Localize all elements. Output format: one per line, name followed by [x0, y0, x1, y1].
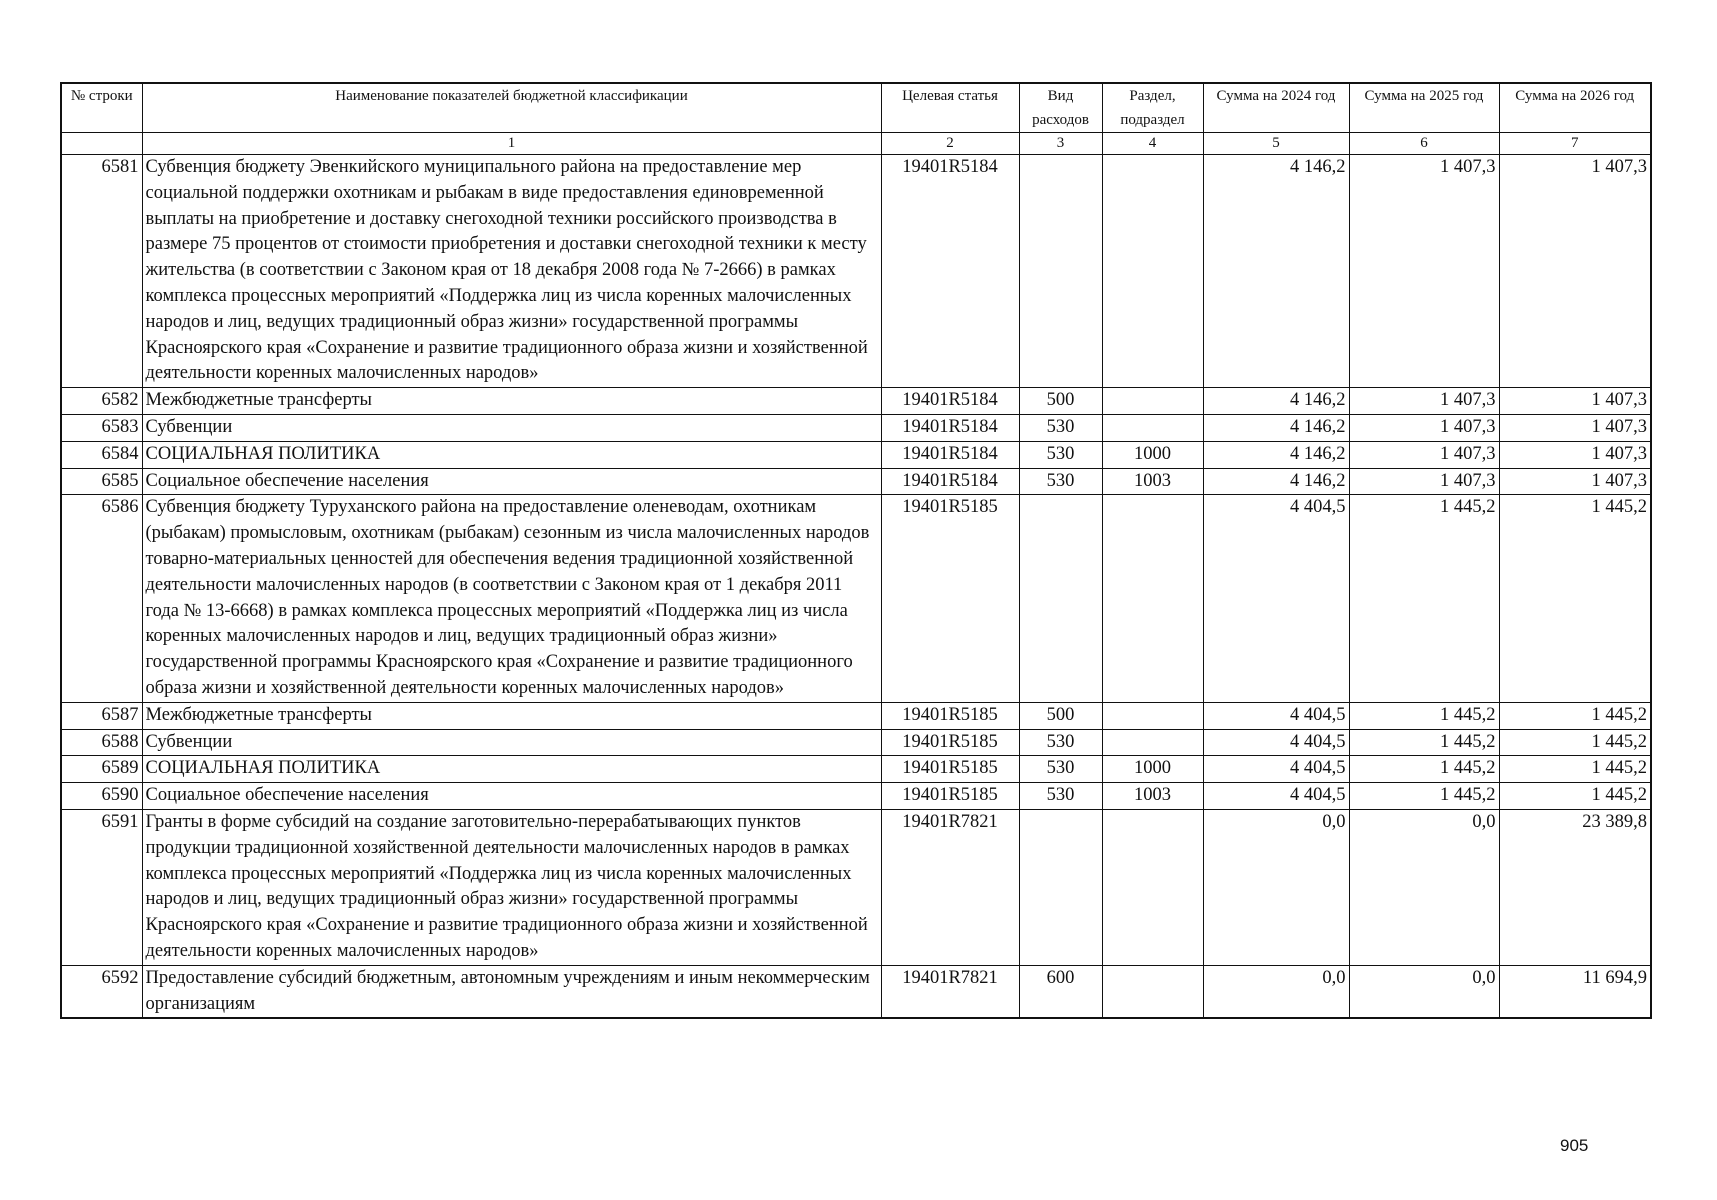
row-number: 6592	[61, 965, 142, 1018]
table-row	[61, 441, 1651, 468]
row-name: Гранты в форме субсидий на создание заготовительно-перерабатывающих пунктов продукции традиционной хозяйственной деятельности малочисленных народов в рамках комплекса процессных мероприятий «Поддержка лиц из числа коренных малочисленных народов и лиц, ведущих традиционный образ жизни» государственной программы Красноярского края «Сохранение и развитие традиционного образа жизни и хозяйственной деятельности коренных малочисленных народов»	[142, 809, 881, 965]
row-section: 1003	[1102, 468, 1203, 495]
row-expense-type	[1019, 809, 1102, 965]
row-number: 6590	[61, 783, 142, 810]
row-sum-2025: 1 407,3	[1349, 388, 1499, 415]
column-number: 1	[142, 133, 881, 155]
row-sum-2026: 1 407,3	[1499, 441, 1651, 468]
row-target: 19401R7821	[881, 965, 1019, 1018]
row-name: СОЦИАЛЬНАЯ ПОЛИТИКА	[142, 756, 881, 783]
header-row-no: № строки	[61, 83, 142, 133]
row-name: Социальное обеспечение населения	[142, 468, 881, 495]
row-section	[1102, 965, 1203, 1018]
row-sum-2025: 1 407,3	[1349, 414, 1499, 441]
row-sum-2025: 1 445,2	[1349, 729, 1499, 756]
row-sum-2026: 1 407,3	[1499, 468, 1651, 495]
header-sum-2024: Сумма на 2024 год	[1203, 83, 1349, 133]
row-sum-2026: 23 389,8	[1499, 809, 1651, 965]
row-name: Субвенция бюджету Туруханского района на предоставление оленеводам, охотникам (рыбакам) промысловым, охотникам (рыбакам) сезонным из числа малочисленных народов товарно-материальных ценностей для обеспечения ведения традиционной хозяйственной деятельности малочисленных народов (в соответствии с Законом края от 1 декабря 2011 года № 13-6668) в рамках комплекса процессных мероприятий «Поддержка лиц из числа коренных малочисленных народов и лиц, ведущих традиционный образ жизни» государственной программы Красноярского края «Сохранение и развитие традиционного образа жизни и хозяйственной деятельности коренных малочисленных народов»	[142, 495, 881, 702]
row-sum-2024: 4 146,2	[1203, 414, 1349, 441]
table-row	[61, 809, 1651, 965]
row-section: 1000	[1102, 756, 1203, 783]
table-row	[61, 414, 1651, 441]
row-section	[1102, 414, 1203, 441]
row-sum-2025: 1 445,2	[1349, 783, 1499, 810]
row-sum-2025: 1 445,2	[1349, 756, 1499, 783]
column-number: 6	[1349, 133, 1499, 155]
row-sum-2026: 11 694,9	[1499, 965, 1651, 1018]
column-number: 7	[1499, 133, 1651, 155]
row-expense-type: 600	[1019, 965, 1102, 1018]
row-number: 6582	[61, 388, 142, 415]
budget-table	[60, 82, 1652, 1019]
row-expense-type: 530	[1019, 414, 1102, 441]
row-sum-2026: 1 445,2	[1499, 756, 1651, 783]
row-section: 1000	[1102, 441, 1203, 468]
row-section	[1102, 388, 1203, 415]
row-sum-2026: 1 407,3	[1499, 155, 1651, 388]
row-sum-2025: 1 445,2	[1349, 702, 1499, 729]
header-name: Наименование показателей бюджетной классификации	[142, 83, 881, 133]
header-target: Целевая статья	[881, 83, 1019, 133]
row-sum-2025: 1 407,3	[1349, 468, 1499, 495]
row-target: 19401R5185	[881, 729, 1019, 756]
row-expense-type: 530	[1019, 468, 1102, 495]
row-target: 19401R7821	[881, 809, 1019, 965]
row-expense-type: 530	[1019, 783, 1102, 810]
row-target: 19401R5185	[881, 495, 1019, 702]
row-sum-2026: 1 445,2	[1499, 729, 1651, 756]
row-section: 1003	[1102, 783, 1203, 810]
row-expense-type	[1019, 495, 1102, 702]
row-target: 19401R5184	[881, 414, 1019, 441]
row-sum-2024: 4 146,2	[1203, 468, 1349, 495]
row-target: 19401R5184	[881, 468, 1019, 495]
table-row	[61, 155, 1651, 388]
row-sum-2025: 1 445,2	[1349, 495, 1499, 702]
row-expense-type: 530	[1019, 441, 1102, 468]
row-section	[1102, 702, 1203, 729]
row-sum-2025: 0,0	[1349, 809, 1499, 965]
row-number: 6583	[61, 414, 142, 441]
column-number	[61, 133, 142, 155]
row-number: 6581	[61, 155, 142, 388]
budget-table-sheet	[60, 82, 1650, 1019]
table-row	[61, 495, 1651, 702]
header-section: Раздел, подраздел	[1102, 83, 1203, 133]
row-name: Межбюджетные трансферты	[142, 702, 881, 729]
row-number: 6584	[61, 441, 142, 468]
row-name: Социальное обеспечение населения	[142, 783, 881, 810]
row-target: 19401R5184	[881, 155, 1019, 388]
column-number: 5	[1203, 133, 1349, 155]
row-number: 6587	[61, 702, 142, 729]
row-sum-2025: 1 407,3	[1349, 155, 1499, 388]
row-name: Субвенции	[142, 729, 881, 756]
table-row	[61, 468, 1651, 495]
row-sum-2024: 0,0	[1203, 965, 1349, 1018]
row-name: СОЦИАЛЬНАЯ ПОЛИТИКА	[142, 441, 881, 468]
column-number-row	[61, 133, 1651, 155]
row-sum-2024: 4 404,5	[1203, 495, 1349, 702]
row-number: 6589	[61, 756, 142, 783]
row-sum-2024: 4 404,5	[1203, 756, 1349, 783]
column-number: 3	[1019, 133, 1102, 155]
table-row	[61, 965, 1651, 1018]
column-number: 4	[1102, 133, 1203, 155]
row-sum-2026: 1 407,3	[1499, 388, 1651, 415]
header-sum-2026: Сумма на 2026 год	[1499, 83, 1651, 133]
row-sum-2024: 0,0	[1203, 809, 1349, 965]
row-sum-2024: 4 404,5	[1203, 783, 1349, 810]
table-row	[61, 783, 1651, 810]
row-target: 19401R5184	[881, 441, 1019, 468]
header-row	[61, 83, 1651, 133]
row-expense-type: 500	[1019, 702, 1102, 729]
row-expense-type: 530	[1019, 756, 1102, 783]
row-number: 6588	[61, 729, 142, 756]
column-number: 2	[881, 133, 1019, 155]
header-sum-2025: Сумма на 2025 год	[1349, 83, 1499, 133]
row-number: 6585	[61, 468, 142, 495]
row-expense-type: 500	[1019, 388, 1102, 415]
row-sum-2025: 1 407,3	[1349, 441, 1499, 468]
row-section	[1102, 729, 1203, 756]
row-sum-2024: 4 146,2	[1203, 388, 1349, 415]
row-target: 19401R5185	[881, 783, 1019, 810]
row-name: Субвенции	[142, 414, 881, 441]
row-sum-2024: 4 146,2	[1203, 155, 1349, 388]
row-expense-type: 530	[1019, 729, 1102, 756]
row-target: 19401R5185	[881, 756, 1019, 783]
row-section	[1102, 155, 1203, 388]
table-row	[61, 388, 1651, 415]
row-sum-2026: 1 445,2	[1499, 495, 1651, 702]
header-expense-type: Вид расходов	[1019, 83, 1102, 133]
row-sum-2025: 0,0	[1349, 965, 1499, 1018]
row-sum-2026: 1 407,3	[1499, 414, 1651, 441]
row-sum-2026: 1 445,2	[1499, 702, 1651, 729]
row-sum-2024: 4 146,2	[1203, 441, 1349, 468]
page-number: 905	[1560, 1136, 1589, 1155]
table-row	[61, 729, 1651, 756]
row-number: 6586	[61, 495, 142, 702]
row-sum-2024: 4 404,5	[1203, 729, 1349, 756]
row-section	[1102, 809, 1203, 965]
table-row	[61, 756, 1651, 783]
row-name: Межбюджетные трансферты	[142, 388, 881, 415]
row-target: 19401R5184	[881, 388, 1019, 415]
table-row	[61, 702, 1651, 729]
row-section	[1102, 495, 1203, 702]
row-name: Предоставление субсидий бюджетным, автономным учреждениям и иным некоммерческим организациям	[142, 965, 881, 1018]
row-sum-2026: 1 445,2	[1499, 783, 1651, 810]
row-name: Субвенция бюджету Эвенкийского муниципального района на предоставление мер социальной поддержки охотникам и рыбакам в виде предоставления единовременной выплаты на приобретение и доставку снегоходной техники российского производства в размере 75 процентов от стоимости приобретения и доставки снегоходной техники к месту жительства (в соответствии с Законом края от 18 декабря 2008 года № 7-2666) в рамках комплекса процессных мероприятий «Поддержка лиц из числа коренных малочисленных народов и лиц, ведущих традиционный образ жизни» государственной программы Красноярского края «Сохранение и развитие традиционного образа жизни и хозяйственной деятельности коренных малочисленных народов»	[142, 155, 881, 388]
row-sum-2024: 4 404,5	[1203, 702, 1349, 729]
row-target: 19401R5185	[881, 702, 1019, 729]
row-expense-type	[1019, 155, 1102, 388]
row-number: 6591	[61, 809, 142, 965]
